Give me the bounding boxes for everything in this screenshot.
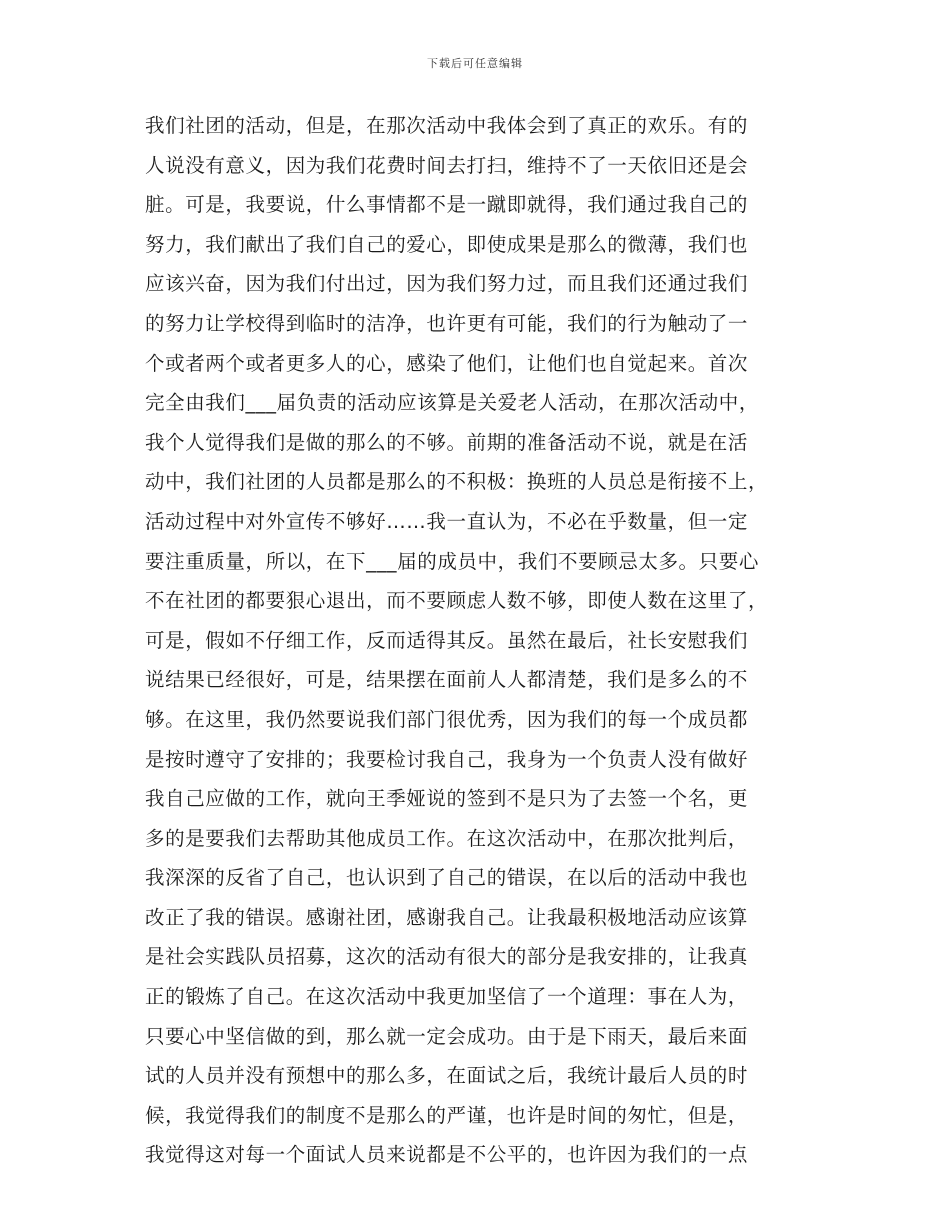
text-line: 我深深的反省了自己，也认识到了自己的错误，在以后的活动中我也 (145, 866, 749, 890)
text-line: 是社会实践队员招募，这次的活动有很大的部分是我安排的，让我真 (145, 945, 749, 969)
text-line: 的努力让学校得到临时的洁净，也许更有可能，我们的行为触动了一 (145, 311, 749, 335)
text-line: 只要心中坚信做的到，那么就一定会成功。由于是下雨天，最后来面 (145, 1024, 749, 1048)
text-line: 努力，我们献出了我们自己的爱心，即使成果是那么的微薄，我们也 (145, 232, 749, 256)
text-line: 候，我觉得我们的制度不是那么的严谨，也许是时间的匆忙，但是， (145, 1103, 749, 1127)
text-line: 说结果已经很好，可是，结果摆在面前人人都清楚，我们是多么的不 (145, 668, 749, 692)
text-line: 活动过程中对外宣传不够好……我一直认为，不必在乎数量，但一定 (145, 509, 749, 533)
text-line: 正的锻炼了自己。在这次活动中我更加坚信了一个道理：事在人为， (145, 985, 749, 1009)
text-line: 我自己应做的工作，就向王季娅说的签到不是只为了去签一个名，更 (145, 787, 749, 811)
page-header: 下载后可任意编辑 (427, 57, 523, 70)
text-line: 应该兴奋，因为我们付出过，因为我们努力过，而且我们还通过我们 (145, 272, 749, 296)
body-text (145, 106, 815, 1175)
text-line: 不在社团的都要狠心退出，而不要顾虑人数不够，即使人数在这里了， (145, 589, 769, 613)
text-line: 我们社团的活动，但是，在那次活动中我体会到了真正的欢乐。有的 (145, 114, 749, 137)
text-line: 试的人员并没有预想中的那么多，在面试之后，我统计最后人员的时 (145, 1064, 749, 1088)
text-line: 完全由我们___届负责的活动应该算是关爱老人活动，在那次活动中， (145, 391, 759, 415)
text-line: 脏。可是，我要说，什么事情都不是一蹴即就得，我们通过我自己的 (145, 193, 749, 217)
text-line: 可是，假如不仔细工作，反而适得其反。虽然在最后，社长安慰我们 (145, 628, 749, 652)
text-line: 改正了我的错误。感谢社团，感谢我自己。让我最积极地活动应该算 (145, 905, 749, 929)
text-line: 动中，我们社团的人员都是那么的不积极：换班的人员总是衔接不上， (145, 470, 769, 494)
text-line: 多的是要我们去帮助其他成员工作。在这次活动中，在那次批判后， (145, 826, 749, 850)
text-line: 是按时遵守了安排的；我要检讨我自己，我身为一个负责人没有做好 (145, 747, 749, 771)
text-line: 要注重质量，所以，在下___届的成员中，我们不要顾忌太多。只要心 (145, 549, 759, 573)
text-line: 个或者两个或者更多人的心，感染了他们，让他们也自觉起来。首次 (145, 351, 749, 375)
text-line: 我觉得这对每一个面试人员来说都是不公平的，也许因为我们的一点 (145, 1143, 749, 1167)
text-line: 够。在这里，我仍然要说我们部门很优秀，因为我们的每一个成员都 (145, 707, 749, 731)
text-line: 人说没有意义，因为我们花费时间去打扫，维持不了一天依旧还是会 (145, 153, 749, 177)
text-line: 我个人觉得我们是做的那么的不够。前期的准备活动不说，就是在活 (145, 430, 749, 454)
